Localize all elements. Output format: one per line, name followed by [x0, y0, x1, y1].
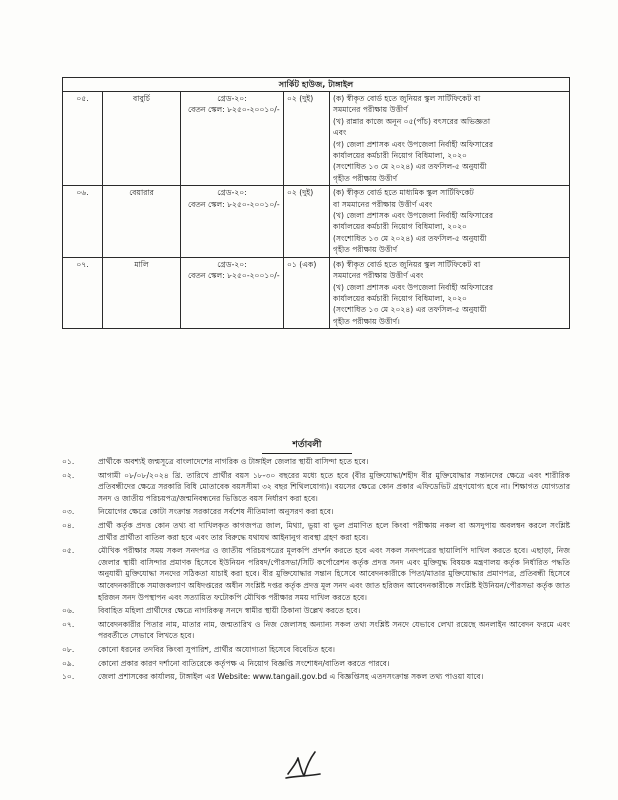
- term-text: কোনো ধরনের তদবির কিংবা সুপারিশ, প্রার্থীর অযোগ্যতা হিসেবে বিবেচিত হবে।: [98, 644, 335, 654]
- qual-line: গৃহীত পরীক্ষায় উত্তীর্ণ।: [333, 316, 400, 326]
- row-qualification: [330, 257, 570, 328]
- row-serial: ০৭.: [63, 257, 103, 328]
- list-item: [40, 506, 570, 518]
- list-item: [40, 619, 570, 642]
- list-item: [40, 520, 570, 543]
- qual-line: কার্যালয়ের কর্মচারী নিয়োগ বিধিমালা, ২০২০: [333, 222, 467, 232]
- row-serial: ০৬.: [63, 186, 103, 257]
- row-post-count: ০২ (দুই): [284, 92, 330, 186]
- term-number: ০৫.: [62, 546, 75, 556]
- table-header-row: [63, 78, 570, 92]
- term-text: বিবাহিত মহিলা প্রার্থীদের ক্ষেত্রে নাগরিকত্ব সনদে স্বামীর স্থায়ী ঠিকানা উল্লেখ করতে হবে।: [98, 606, 361, 616]
- row-grade: [181, 92, 284, 186]
- qual-line: সমমানের পরীক্ষায় উত্তীর্ণ: [333, 105, 408, 115]
- pay-scale: বেতন স্কেল: ৮২৫০-২০০১০/-: [188, 271, 280, 281]
- qual-line: সমমানের পরীক্ষায় উত্তীর্ণ এবং: [333, 271, 424, 281]
- qual-line: গৃহীত পরীক্ষায় উত্তীর্ণ: [333, 173, 398, 183]
- list-item: [40, 545, 570, 603]
- list-item: [40, 470, 570, 505]
- grade-label: গ্রেড-২০:: [217, 259, 247, 269]
- qual-line: (ক) স্বীকৃত বোর্ড হতে মাধ্যমিক স্কুল সার্টিফিকেট: [333, 188, 474, 198]
- term-text: জেলা প্রশাসকের কার্যালয়, টাঙ্গাইল এর Website: www.tangail.gov.bd এ বিজ্ঞপ্তিসহ এতদসংক্রান্ত সকল তথ্য পাওয়া যাবে।: [98, 672, 484, 682]
- list-item: [40, 658, 570, 670]
- table-row: [63, 186, 570, 257]
- row-qualification: [330, 92, 570, 186]
- table-row: [63, 257, 570, 328]
- table-row: [63, 92, 570, 186]
- qual-line: কার্যালয়ের কর্মচারী নিয়োগ বিধিমালা, ২০২০: [333, 151, 467, 161]
- qual-line: কার্যালয়ের কর্মচারী নিয়োগ বিধিমালা, ২০২০: [333, 293, 467, 303]
- list-item: [40, 456, 570, 468]
- list-item: [40, 644, 570, 656]
- term-number: ০৪.: [62, 520, 75, 530]
- term-number: ০১.: [62, 457, 75, 466]
- qual-line: (গ) জেলা প্রশাসক এবং উপজেলা নির্বাহী অফিসারের: [333, 139, 494, 149]
- terms-list: [40, 456, 570, 685]
- term-number: ০৮.: [62, 644, 75, 654]
- row-post-name: বেয়ারার: [103, 186, 181, 257]
- qual-line: এবং: [333, 128, 347, 138]
- qual-line: (সংশোধিত ১৩ মে ২০২৪) এর তফসিল-৫ অনুযায়ী: [333, 305, 487, 315]
- term-number: ০৭.: [62, 619, 75, 629]
- row-grade: [181, 257, 284, 328]
- row-post-count: ০২ (দুই): [284, 186, 330, 257]
- qual-line: (খ) জেলা প্রশাসক এবং উপজেলা নির্বাহী অফিসারের: [333, 282, 494, 292]
- qual-line: (ক) স্বীকৃত বোর্ড হতে জুনিয়র স্কুল সার্টিফিকেট বা: [333, 94, 481, 103]
- term-text: কোনো প্রকার কারণ দর্শানো ব্যতিরেকে কর্তৃপক্ষ এ নিয়োগ বিজ্ঞপ্তি সংশোধন/বাতিল করতে পারবে।: [98, 658, 390, 668]
- terms-heading: শর্তাবলী: [262, 437, 352, 454]
- table-section-header: সার্কিট হাউজ, টাঙ্গাইল: [63, 78, 570, 92]
- qual-line: গৃহীত পরীক্ষায় উত্তীর্ণ: [333, 245, 398, 255]
- row-post-name: মালি: [103, 257, 181, 328]
- term-text: প্রার্থীকে অবশ্যই জন্মসূত্রে বাংলাদেশের নাগরিক ও টাঙ্গাইল জেলার স্থায়ী বাসিন্দা হতে হবে।: [98, 457, 369, 466]
- qual-line: (ক) স্বীকৃত বোর্ড হতে জুনিয়র স্কুল সার্টিফিকেট বা: [333, 259, 481, 269]
- qual-line: (সংশোধিত ১৩ মে ২০২৪) এর তফসিল-৫ অনুযায়ী: [333, 162, 487, 172]
- qual-line: বা সমমানের পরীক্ষায় উত্তীর্ণ এবং: [333, 199, 433, 209]
- row-serial: ০৫.: [63, 92, 103, 186]
- list-item: [40, 605, 570, 617]
- term-number: ০৬.: [62, 606, 75, 616]
- qual-line: (খ) রান্নার কাজে অনূন ০৫(পাঁচ) বৎসরের অভিজ্ঞতা: [333, 116, 491, 126]
- qual-line: (খ) জেলা প্রশাসক এবং উপজেলা নির্বাহী অফিসারের: [333, 211, 494, 221]
- term-number: ০৩.: [62, 507, 75, 517]
- pay-scale: বেতন স্কেল: ৮২৫০-২০০১০/-: [188, 199, 280, 209]
- term-text: আবেদনকারীর পিতার নাম, মাতার নাম, জন্মতারিখ ও নিজ জেলাসহ অন্যান্য সকল তথ্য সংশ্লিষ্ট সনদে যেভাবে লেখা রয়েছে অনলাইন আবেদন ফরমে এবং পরবর্তীতে সেভাবে লিখতে হবে।: [98, 619, 570, 641]
- qual-line: (সংশোধিত ১৩ মে ২০২৪) এর তফসিল-৫ অনুযায়ী: [333, 233, 487, 243]
- grade-label: গ্রেড-২০:: [217, 188, 247, 198]
- term-text: মৌখিক পরীক্ষার সময় সকল সনদপত্র ও জাতীয় পরিচয়পত্রের মূলকপি প্রদর্শন করতে হবে এবং সকল সনদপত্রের ছায়ালিপি দাখিল করতে হবে। এছাড়া, নিজ জেলার স্থায়ী বাসিন্দার প্রমাণক হিসেবে ইউনিয়ন পরিষদ/পৌরসভা/সিটি কর্পোরেশন কর্তৃক প্রদত্ত সনদ এবং মুক্তিযুদ্ধ বিষয়ক মন্ত্রণালয় কর্তৃক নির্ধারিত পদ্ধতি অনুযায়ী মুক্তিযোদ্ধা সনদের সঠিকতা যাচাই করা হবে। বীর মুক্তিযোদ্ধার সন্তান হিসেবে আবেদনকারীকে পিতা/মাতার মুক্তিযোদ্ধার প্রমাণপত্র, প্রতিবন্ধী হিসেবে আবেদনকারীকে সমাজকল্যাণ অধিদপ্তরের অধীন সংশ্লিষ্ট দপ্তর কর্তৃক প্রদত্ত মূল সনদ এবং জাত হরিজন আবেদনকারীকে সংশ্লিষ্ট ইউনিয়ন/পৌরসভা কর্তৃক জাত হরিজন সনদ উপস্থাপন এবং সত্যায়িত ফটোকপি মৌখিক পরীক্ষার সময় দাখিল করতে হবে।: [98, 546, 570, 602]
- term-text: নিয়োগের ক্ষেত্রে কোটা সংক্রান্ত সরকারের সর্বশেষ নীতিমালা অনুসরণ করা হবে।: [98, 507, 334, 517]
- posts-table: [62, 77, 570, 329]
- row-qualification: [330, 186, 570, 257]
- term-text: আগামী ০৮/০৮/২০২৪ খ্রি. তারিখে প্রার্থীর বয়স ১৮-৩০ বছরের মধ্যে হতে হবে (বীর মুক্তিযোদ্ধা/শহীদ বীর মুক্তিযোদ্ধার সন্তানদের ক্ষেত্রে এবং শারীরিক প্রতিবন্ধীদের ক্ষেত্রে সরকারি বিধি মোতাবেক বয়সসীমা ৩২ বছর শিথিলযোগ্য)। বয়সের ক্ষেত্রে কোন প্রকার এফিডেভিট গ্রহণযোগ্য হবে না। শিক্ষাগত যোগ্যতার সনদ ও জাতীয় পরিচয়পত্র/জন্মনিবন্ধনের ভিত্তিতে বয়স নির্ধারণ করা হবে।: [98, 470, 570, 503]
- list-item: [40, 671, 570, 683]
- row-grade: [181, 186, 284, 257]
- pay-scale: বেতন স্কেল: ৮২৫০-২০০১০/-: [188, 105, 280, 115]
- signature-mark: [282, 746, 322, 782]
- term-text: প্রার্থী কর্তৃক প্রদত্ত কোন তথ্য বা দাখিলকৃত কাগজপত্র জাল, মিথ্যা, ভুয়া বা ভুল প্রমাণিত হলে কিংবা পরীক্ষায় নকল বা অসদুপায় অবলম্বন করলে সংশ্লিষ্ট প্রার্থীর প্রার্থীতা বাতিল করা হবে এবং তার বিরুদ্ধে যথাযথ আইনানুগ ব্যবস্থা গ্রহণ করা হবে।: [98, 520, 570, 542]
- term-number: ০২.: [62, 470, 75, 480]
- grade-label: গ্রেড-২০:: [217, 94, 247, 103]
- row-post-name: বাবুর্চি: [103, 92, 181, 186]
- term-number: ০৯.: [62, 658, 75, 668]
- row-post-count: ০১ (এক): [284, 257, 330, 328]
- term-number: ১০.: [62, 672, 75, 682]
